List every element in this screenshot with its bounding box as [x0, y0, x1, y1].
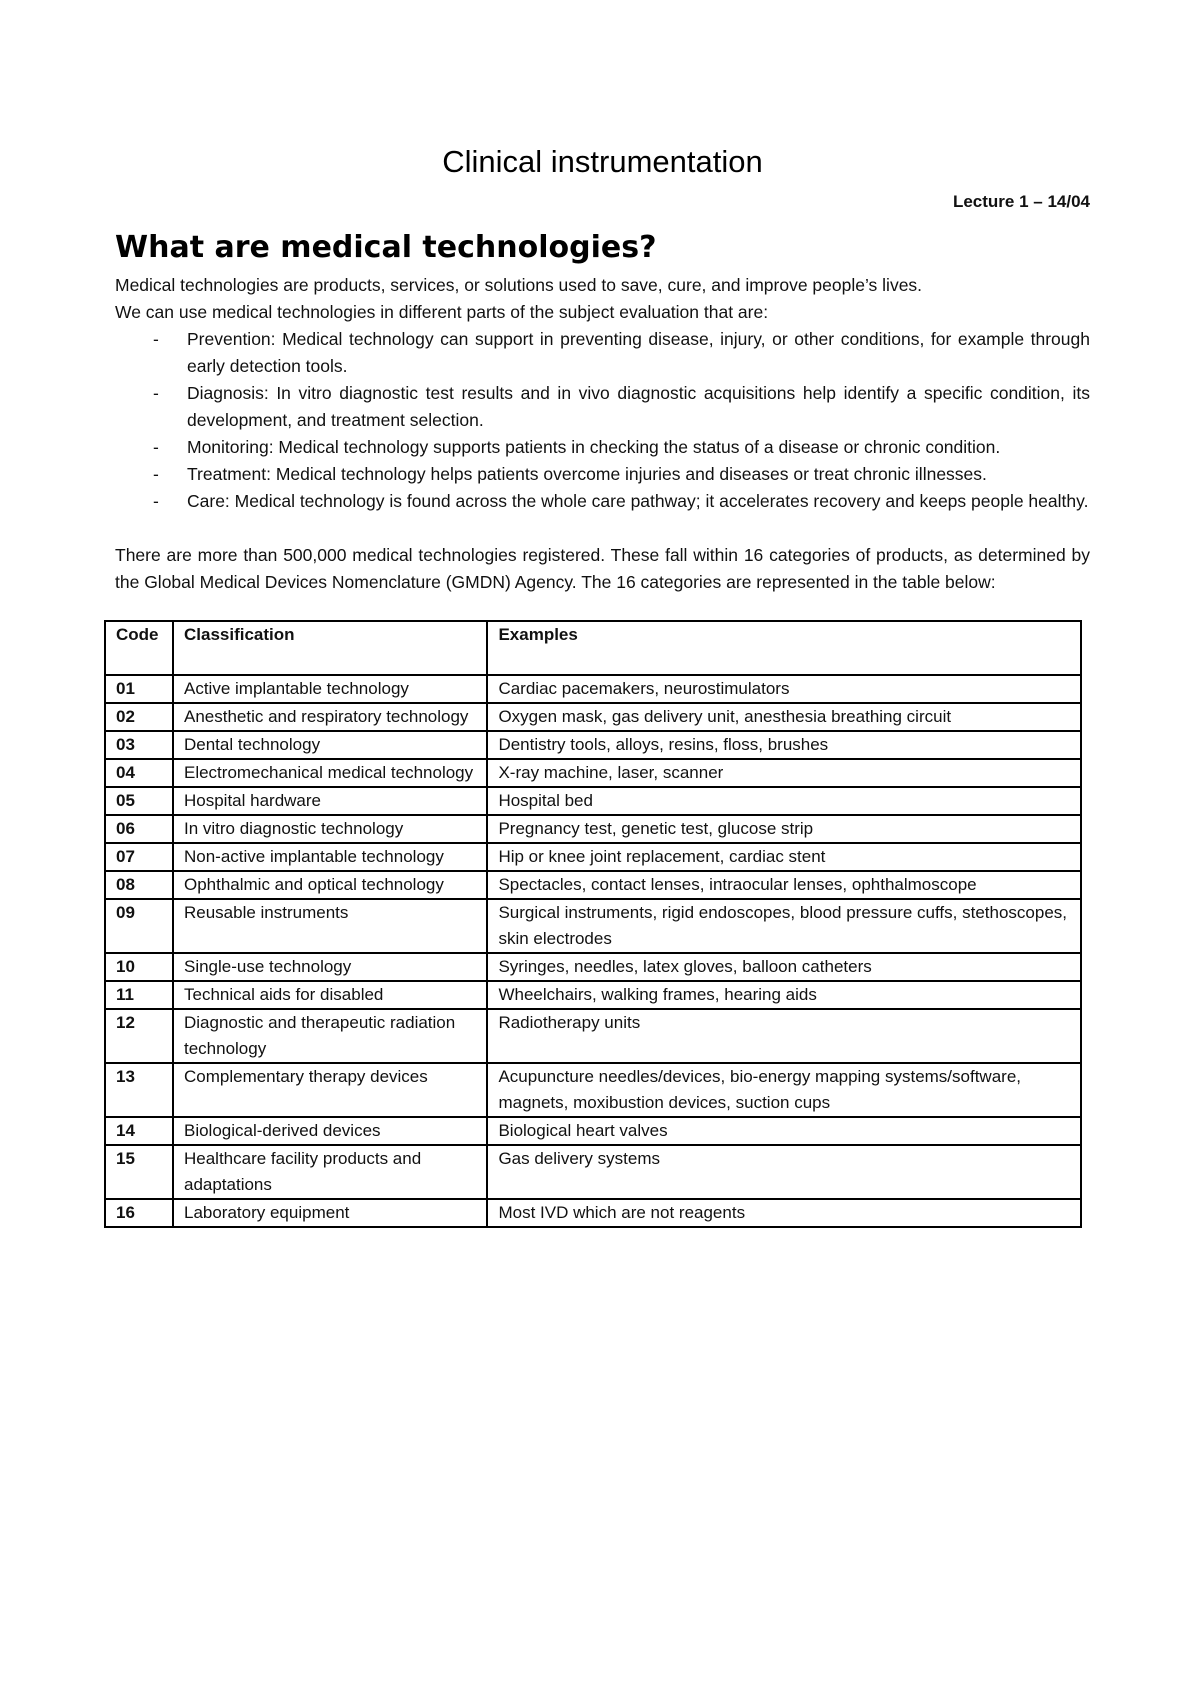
cell-classification: Anesthetic and respiratory technology [173, 703, 487, 731]
cell-code: 07 [105, 843, 173, 871]
cell-classification: Non-active implantable technology [173, 843, 487, 871]
list-item-text: Prevention: Medical technology can support in preventing disease, injury, or other conditions, for example through early detection tools. [187, 329, 1090, 376]
table-row [105, 953, 1081, 981]
registered-paragraph: There are more than 500,000 medical technologies registered. These fall within 16 categories of products, as determined by the Global Medical Devices Nomenclature (GMDN) Agency. The 16 categories are represented in the table below: [115, 545, 1090, 592]
cell-examples: Most IVD which are not reagents [487, 1199, 1081, 1227]
list-item [115, 326, 1090, 380]
intro-block [115, 272, 1090, 326]
list-item-text: Monitoring: Medical technology supports patients in checking the status of a disease or chronic condition. [187, 437, 1001, 457]
intro-paragraph-2: We can use medical technologies in different parts of the subject evaluation that are: [115, 302, 769, 322]
table-header-row [105, 621, 1081, 675]
cell-examples: Syringes, needles, latex gloves, balloon catheters [487, 953, 1081, 981]
table-row [105, 1199, 1081, 1227]
cell-code: 05 [105, 787, 173, 815]
cell-classification: Electromechanical medical technology [173, 759, 487, 787]
list-item-text: Treatment: Medical technology helps patients overcome injuries and diseases or treat chronic illnesses. [187, 464, 987, 484]
table-row [105, 703, 1081, 731]
table-row [105, 731, 1081, 759]
list-item [115, 380, 1090, 434]
cell-code: 10 [105, 953, 173, 981]
cell-examples: Pregnancy test, genetic test, glucose strip [487, 815, 1081, 843]
cell-classification: Reusable instruments [173, 899, 487, 953]
cell-classification: Hospital hardware [173, 787, 487, 815]
list-item-text: Care: Medical technology is found across the whole care pathway; it accelerates recovery and keeps people healthy. [187, 491, 1089, 511]
cell-classification: Diagnostic and therapeutic radiation technology [173, 1009, 487, 1063]
dash-bullet: - [153, 464, 159, 484]
table-row [105, 871, 1081, 899]
cell-examples: Gas delivery systems [487, 1145, 1081, 1199]
table-row [105, 981, 1081, 1009]
cell-classification: Healthcare facility products and adaptations [173, 1145, 487, 1199]
document-title: Clinical instrumentation [442, 144, 763, 179]
list-item [115, 461, 1090, 488]
cell-classification: Ophthalmic and optical technology [173, 871, 487, 899]
table-row [105, 1009, 1081, 1063]
cell-examples: Dentistry tools, alloys, resins, floss, brushes [487, 731, 1081, 759]
cell-examples: Biological heart valves [487, 1117, 1081, 1145]
cell-code: 01 [105, 675, 173, 703]
cell-code: 03 [105, 731, 173, 759]
lecture-label: Lecture 1 – 14/04 [952, 192, 1090, 211]
dash-bullet: - [153, 329, 159, 349]
cell-classification: Biological-derived devices [173, 1117, 487, 1145]
cell-classification: Laboratory equipment [173, 1199, 487, 1227]
cell-code: 13 [105, 1063, 173, 1117]
cell-code: 11 [105, 981, 173, 1009]
cell-examples: Acupuncture needles/devices, bio-energy mapping systems/software, magnets, moxibustion devices, suction cups [487, 1063, 1081, 1117]
table-row [105, 815, 1081, 843]
dash-bullet: - [153, 383, 159, 403]
cell-examples: Surgical instruments, rigid endoscopes, blood pressure cuffs, stethoscopes, skin electrodes [487, 899, 1081, 953]
table-row [105, 1117, 1081, 1145]
header-code: Code [105, 621, 173, 675]
dash-bullet: - [153, 437, 159, 457]
cell-code: 04 [105, 759, 173, 787]
cell-code: 08 [105, 871, 173, 899]
categories-table [104, 620, 1082, 1228]
list-item [115, 434, 1090, 461]
header-examples: Examples [487, 621, 1081, 675]
cell-code: 14 [105, 1117, 173, 1145]
table-row [105, 843, 1081, 871]
list-item-text: Diagnosis: In vitro diagnostic test results and in vivo diagnostic acquisitions help identify a specific condition, its development, and treatment selection. [187, 383, 1090, 430]
cell-classification: Dental technology [173, 731, 487, 759]
cell-code: 06 [105, 815, 173, 843]
table-row [105, 675, 1081, 703]
cell-code: 09 [105, 899, 173, 953]
table-row [105, 787, 1081, 815]
dash-bullet: - [153, 491, 159, 511]
cell-examples: Spectacles, contact lenses, intraocular lenses, ophthalmoscope [487, 871, 1081, 899]
cell-classification: In vitro diagnostic technology [173, 815, 487, 843]
intro-paragraph-1: Medical technologies are products, services, or solutions used to save, cure, and improve people’s lives. [115, 275, 923, 295]
cell-code: 15 [105, 1145, 173, 1199]
list-item [115, 488, 1090, 515]
section-heading: What are medical technologies? [115, 230, 657, 265]
cell-examples: Oxygen mask, gas delivery unit, anesthesia breathing circuit [487, 703, 1081, 731]
cell-examples: Cardiac pacemakers, neurostimulators [487, 675, 1081, 703]
table-row [105, 899, 1081, 953]
cell-classification: Technical aids for disabled [173, 981, 487, 1009]
cell-examples: Hospital bed [487, 787, 1081, 815]
uses-list [115, 326, 1090, 515]
cell-examples: X-ray machine, laser, scanner [487, 759, 1081, 787]
table-row [105, 1145, 1081, 1199]
header-classification: Classification [173, 621, 487, 675]
cell-examples: Wheelchairs, walking frames, hearing aids [487, 981, 1081, 1009]
cell-code: 02 [105, 703, 173, 731]
cell-classification: Complementary therapy devices [173, 1063, 487, 1117]
document-page [115, 140, 1090, 1228]
cell-classification: Active implantable technology [173, 675, 487, 703]
table-row [105, 759, 1081, 787]
cell-examples: Hip or knee joint replacement, cardiac stent [487, 843, 1081, 871]
cell-code: 12 [105, 1009, 173, 1063]
cell-examples: Radiotherapy units [487, 1009, 1081, 1063]
cell-code: 16 [105, 1199, 173, 1227]
cell-classification: Single-use technology [173, 953, 487, 981]
table-row [105, 1063, 1081, 1117]
